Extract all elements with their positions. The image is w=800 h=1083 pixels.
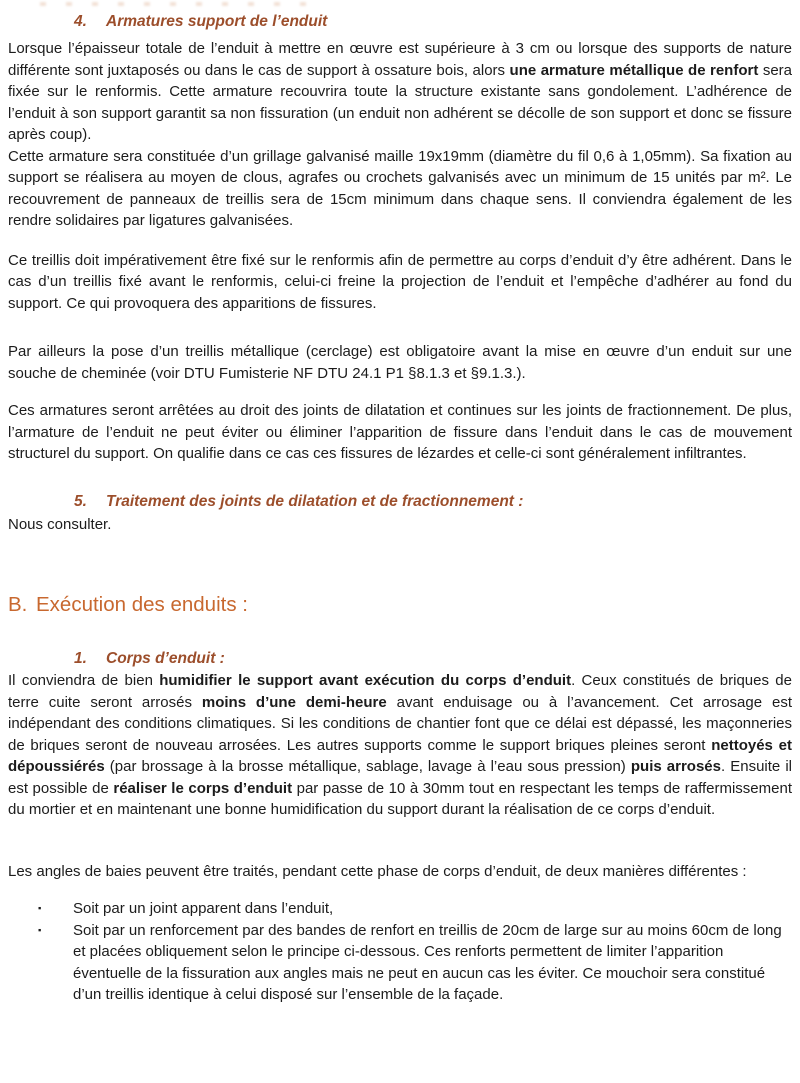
text-run: Soit par un joint apparent dans l’enduit,	[73, 900, 334, 917]
heading-number: B.	[8, 593, 28, 616]
bold-text-run: réaliser le corps d’enduit	[113, 779, 293, 797]
heading-text: Traitement des joints de dilatation et de fractionnement :	[106, 492, 524, 510]
paragraph	[8, 861, 792, 883]
text-run: Il conviendra de bien	[8, 672, 160, 689]
text-run: Cette armature sera constituée d’un grillage galvanisé maille 19x19mm (diamètre du fil 0,6 à 1,05mm). Sa fixation au support se réalisera au moyen de clous, agrafes ou crochets galvanisés avec un minimum de 15 unités par m². Le recouvrement de panneaux de treillis sera de 15cm minimum dans chaque sens. Il conviendra également de les rendre solidaires par ligatures galvanisées.	[8, 147, 792, 229]
paragraph	[8, 400, 792, 465]
bullet-square-icon: ▪	[38, 924, 42, 936]
text-run: Nous consulter.	[8, 515, 112, 533]
paragraph	[8, 670, 792, 821]
heading-number: 5.	[74, 492, 87, 510]
heading-text: Corps d’enduit :	[106, 650, 225, 667]
text-run: Par ailleurs la pose d’un treillis métallique (cerclage) est obligatoire avant la mise en œuvre d’un enduit sur une souche de cheminée (voir DTU Fumisterie NF DTU 24.1 P1 §8.1.3 et §9.1.3.).	[8, 343, 792, 382]
bullet-item	[8, 920, 792, 1006]
text-run: . Ceux constitués de briques de terre cuite seront arrosés	[8, 672, 792, 711]
bold-text-run: nettoyés et dépoussiérés	[8, 736, 792, 775]
text-run: (par brossage à la brosse métallique, sablage, lavage à l’eau sous pression)	[104, 758, 631, 775]
subsection-heading	[8, 491, 792, 512]
bullet-item	[8, 898, 792, 920]
text-run: Ce treillis doit impérativement être fixé sur le renformis afin de permettre au corps d’enduit d’y être adhérent. Dans le cas d’un treillis fixé avant le renformis, celui-ci freine la projection de l’enduit et l’empêche d’adhérer au fond du support. Ce qui provoquera des apparitions de fissures.	[8, 251, 792, 312]
bullet-square-icon: ▪	[38, 903, 42, 914]
text-run: Les angles de baies peuvent être traités, pendant cette phase de corps d’enduit, de deux manières différentes :	[8, 862, 747, 880]
text-run: Ces armatures seront arrêtées au droit des joints de dilatation et continues sur les joints de fractionnement. De plus, l’armature de l’enduit ne peut éviter ou éliminer l’apparition de fissure dans l’enduit dans le cas de mouvement structurel du support. On qualifie dans ce cas ces fissures de lézardes et celle-ci sont généralement infiltrantes.	[8, 402, 792, 462]
section-heading	[8, 592, 792, 618]
heading-number: 1.	[74, 650, 87, 667]
bold-text-run: puis arrosés	[630, 758, 721, 775]
bullet-text	[73, 898, 792, 920]
subsection-heading	[8, 11, 792, 32]
paragraph	[8, 250, 792, 315]
bold-text-run: moins d’une demi-heure	[201, 693, 387, 711]
heading-text: Exécution des enduits :	[36, 593, 248, 616]
text-run: sera fixée sur le renformis. Cette armature recouvrira toute la structure existante sans gondolement. L’adhérence de l’enduit à son support garantit sa non fissuration (un enduit non adhérent se décolle de son support et donc se fissure après coup).	[8, 61, 792, 143]
text-run: Lorsque l’épaisseur totale de l’enduit à mettre en œuvre est supérieure à 3 cm ou lorsque des supports de nature différente sont juxtaposés ou dans le cas de support à ossature bois, alors	[8, 40, 792, 79]
bold-text-run: une armature métallique de renfort	[509, 61, 759, 79]
heading-number: 4.	[74, 13, 87, 30]
text-run: avant enduisage ou à l’avancement. Cet arrosage est indépendant des conditions climatiques. Si les conditions de chantier font que ce délai est dépassé, les maçonneries de briques seront de nouveau arrosées. Les autres supports comme le support briques pleines seront	[8, 693, 792, 754]
subsection-heading	[8, 648, 792, 669]
text-run: Soit par un renforcement par des bandes de renfort en treillis de 20cm de large sur au moins 60cm de long et placées obliquement selon le principe ci-dessous. Ces renforts permettent de limiter l’apparition éventuelle de la fissuration aux angles mais ne peut en aucun cas les éviter. Ce mouchoir sera constitué d’un treillis identique à celui disposé sur l’ensemble de la façade.	[73, 921, 782, 1003]
text-run: . Ensuite il est possible de	[8, 758, 792, 797]
paragraph	[8, 341, 792, 384]
paragraph	[8, 146, 792, 232]
heading-text: Armatures support de l’enduit	[106, 13, 328, 30]
bullet-text	[73, 920, 792, 1006]
bold-text-run: humidifier le support avant exécution du corps d’enduit	[159, 672, 572, 689]
paragraph	[8, 38, 792, 146]
text-run: par passe de 10 à 30mm tout en respectant les temps de raffermissement du mortier et en maintenant une bonne humidification du support durant la réalisation de ce corps d’enduit.	[8, 779, 792, 818]
paragraph	[8, 514, 792, 536]
